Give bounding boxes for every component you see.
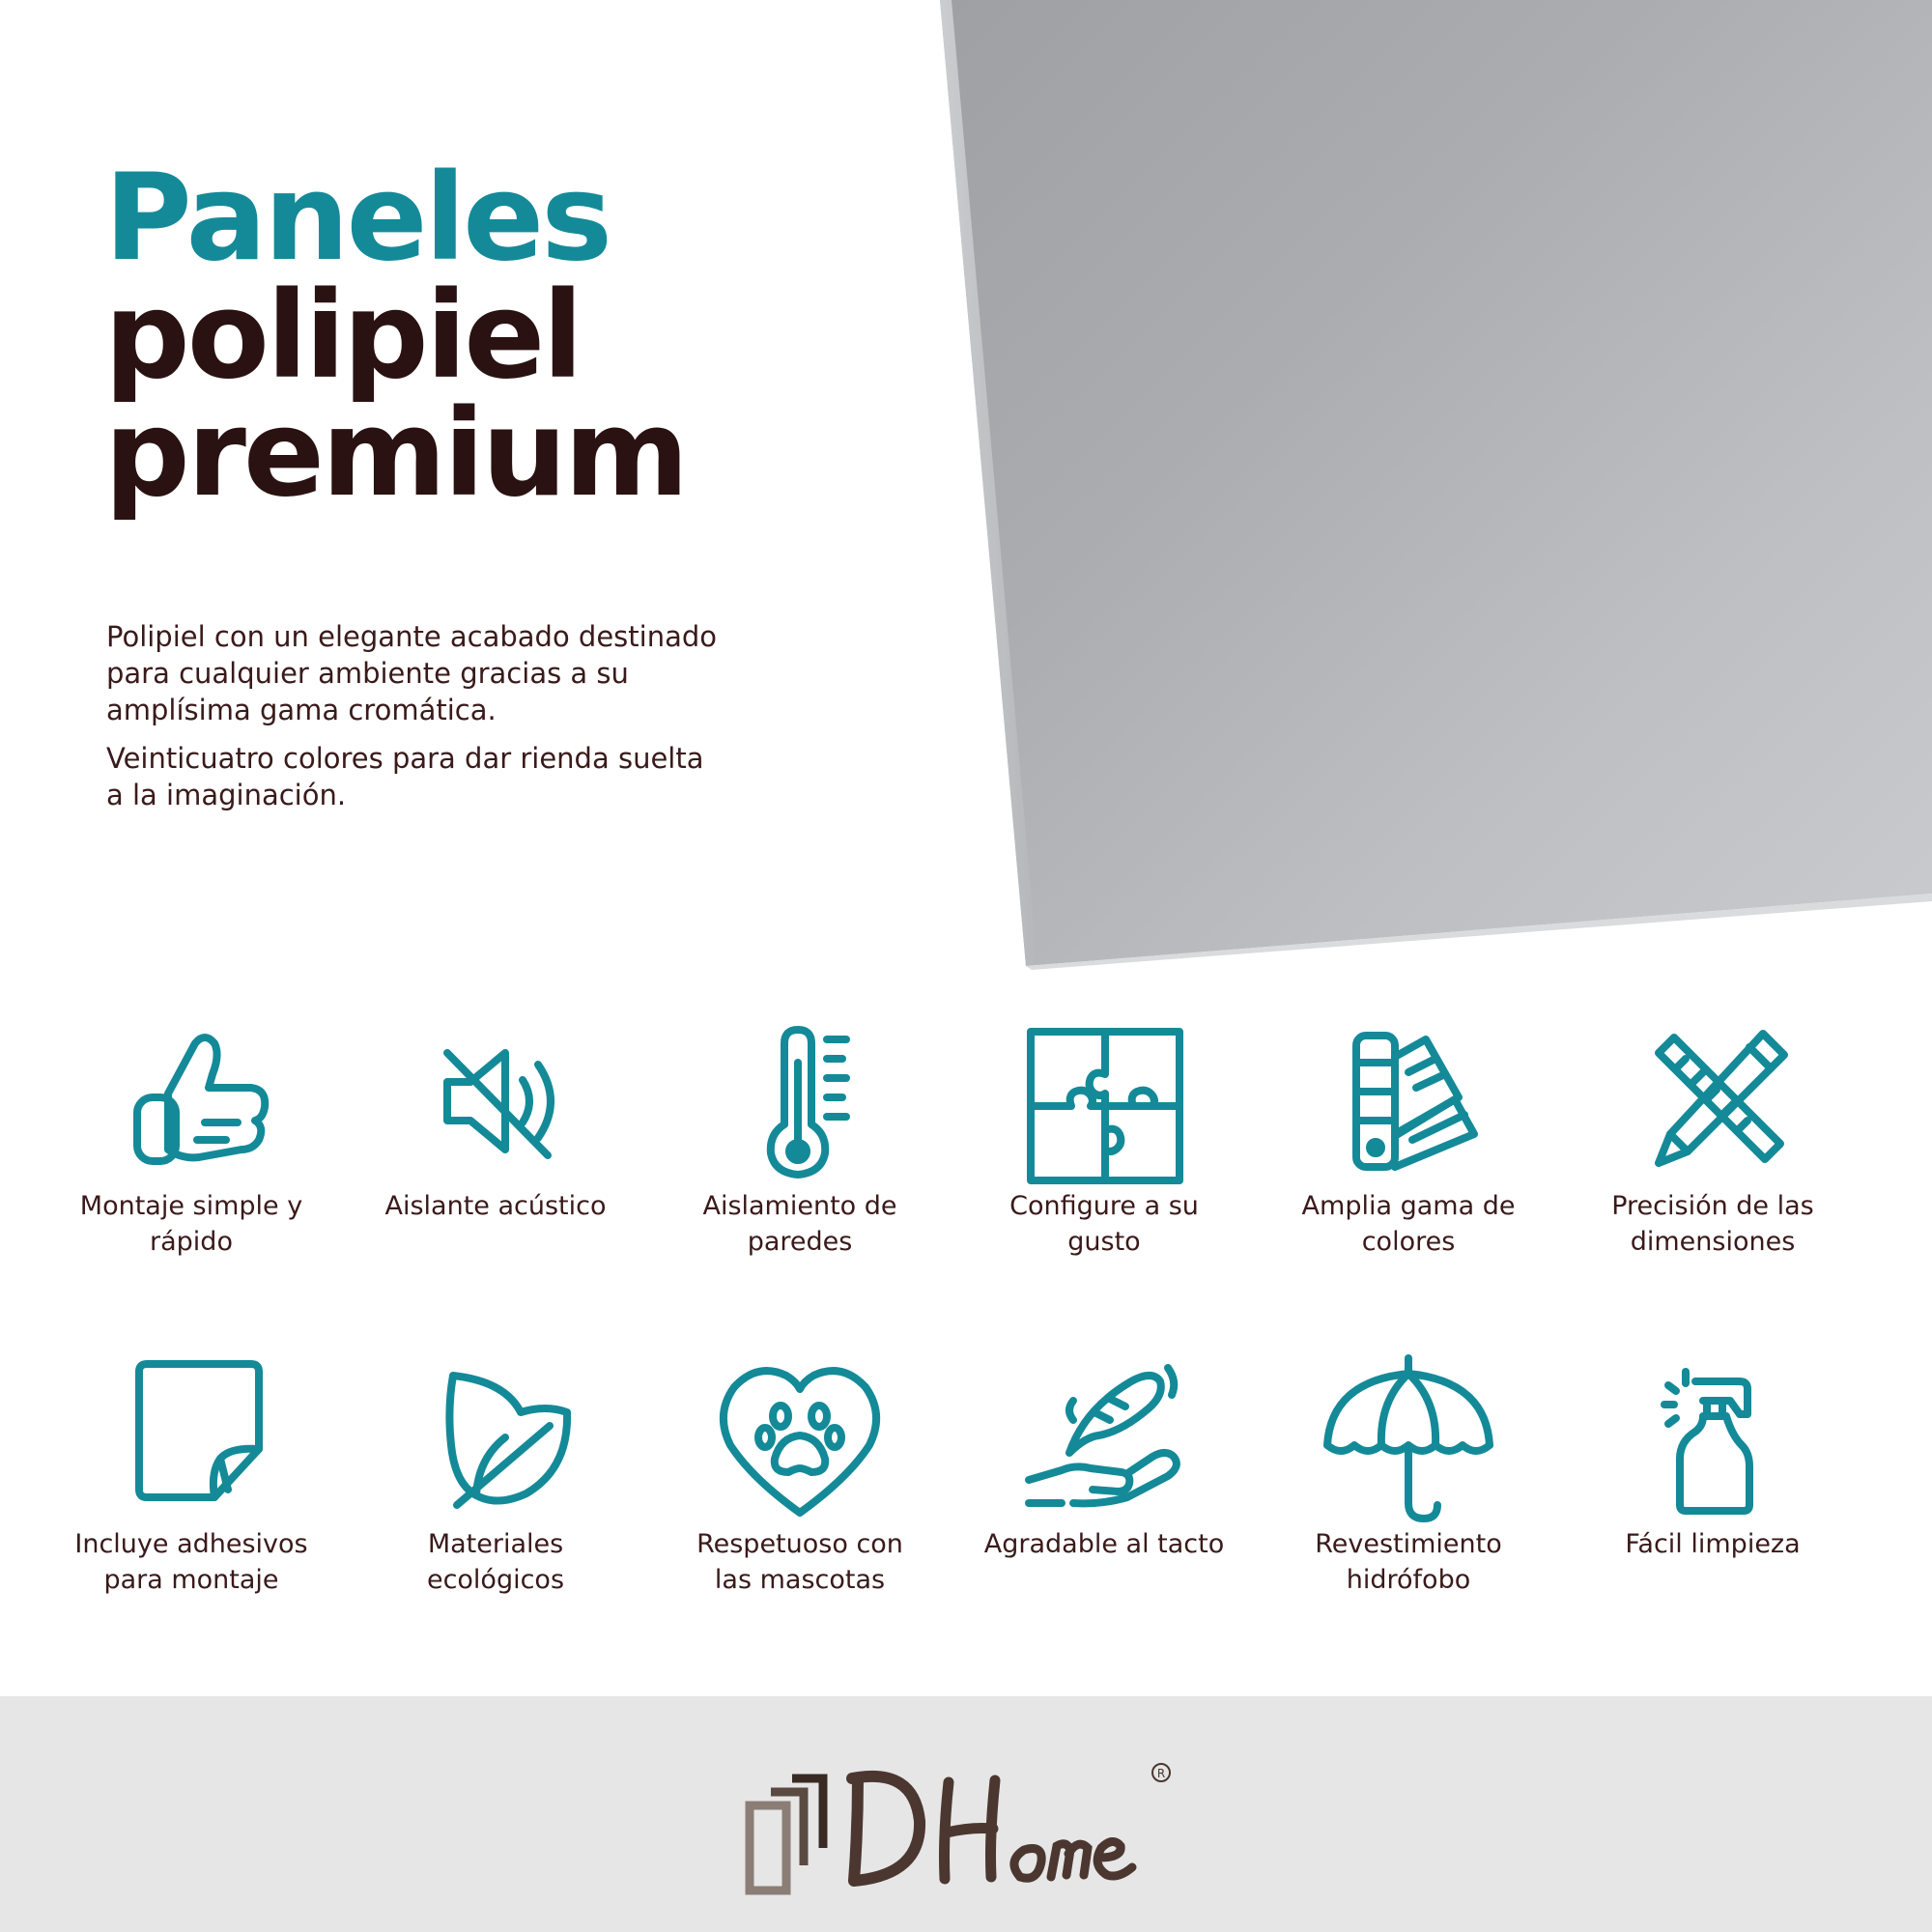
- title-line-2: polipiel: [104, 267, 581, 406]
- feature-label: Incluye adhesivos para montaje: [74, 1529, 308, 1595]
- feature-label: Aislante acústico: [384, 1191, 607, 1221]
- puzzle-icon: [1017, 1014, 1191, 1188]
- sticker-icon: [104, 1352, 278, 1526]
- feature-label: Amplia gama de colores: [1301, 1191, 1516, 1257]
- hand-feather-icon: [1017, 1352, 1191, 1526]
- feature-label: Aislamiento de paredes: [702, 1191, 897, 1257]
- feature-tacto: [959, 1352, 1249, 1562]
- muted-speaker-icon: [409, 1014, 582, 1188]
- feature-label: Agradable al tacto: [983, 1529, 1225, 1559]
- ruler-pencil-icon: [1626, 1014, 1800, 1188]
- heart-paw-icon: [713, 1352, 887, 1526]
- thermometer-icon: [713, 1014, 887, 1188]
- feature-label: Montaje simple y rápido: [79, 1191, 303, 1257]
- intro-paragraph-2: Veinticuatro colores para dar rienda suelta a la imaginación.: [106, 742, 704, 811]
- feature-ecologicos: [351, 1352, 640, 1598]
- feature-hidrofobo: [1264, 1352, 1553, 1598]
- feature-aislamiento-paredes: [655, 1014, 945, 1260]
- feature-label: Revestimiento hidrófobo: [1315, 1529, 1502, 1595]
- feature-precision: [1568, 1014, 1858, 1260]
- feature-label: Fácil limpieza: [1625, 1529, 1801, 1559]
- spray-bottle-icon: [1626, 1352, 1800, 1526]
- feature-montaje: [46, 1014, 336, 1260]
- page-title: [104, 149, 687, 524]
- feature-label: Precisión de las dimensiones: [1611, 1191, 1814, 1257]
- feature-label: Materiales ecológicos: [426, 1529, 565, 1595]
- svg-text:R: R: [1156, 1767, 1166, 1780]
- feature-adhesivos: [46, 1352, 336, 1598]
- intro-text: [106, 618, 724, 813]
- feature-aislante-acustico: [351, 1014, 640, 1224]
- feature-configure: [959, 1014, 1249, 1260]
- dhome-logo: [744, 1753, 1208, 1898]
- feature-amplia-gama: [1264, 1014, 1553, 1260]
- umbrella-icon: [1321, 1352, 1495, 1526]
- feature-label: Configure a su gusto: [1009, 1191, 1199, 1257]
- title-line-3: premium: [104, 384, 687, 524]
- feature-limpieza: [1568, 1352, 1858, 1562]
- thumbs-up-icon: [104, 1014, 278, 1188]
- feature-mascotas: [655, 1352, 945, 1598]
- title-line-1: Paneles: [104, 149, 611, 288]
- color-swatches-icon: [1321, 1014, 1495, 1188]
- leaf-icon: [409, 1352, 582, 1526]
- intro-paragraph-1: Polipiel con un elegante acabado destinado para cualquier ambiente gracias a su amplísima gama cromática.: [106, 620, 718, 726]
- feature-label: Respetuoso con las mascotas: [696, 1529, 903, 1595]
